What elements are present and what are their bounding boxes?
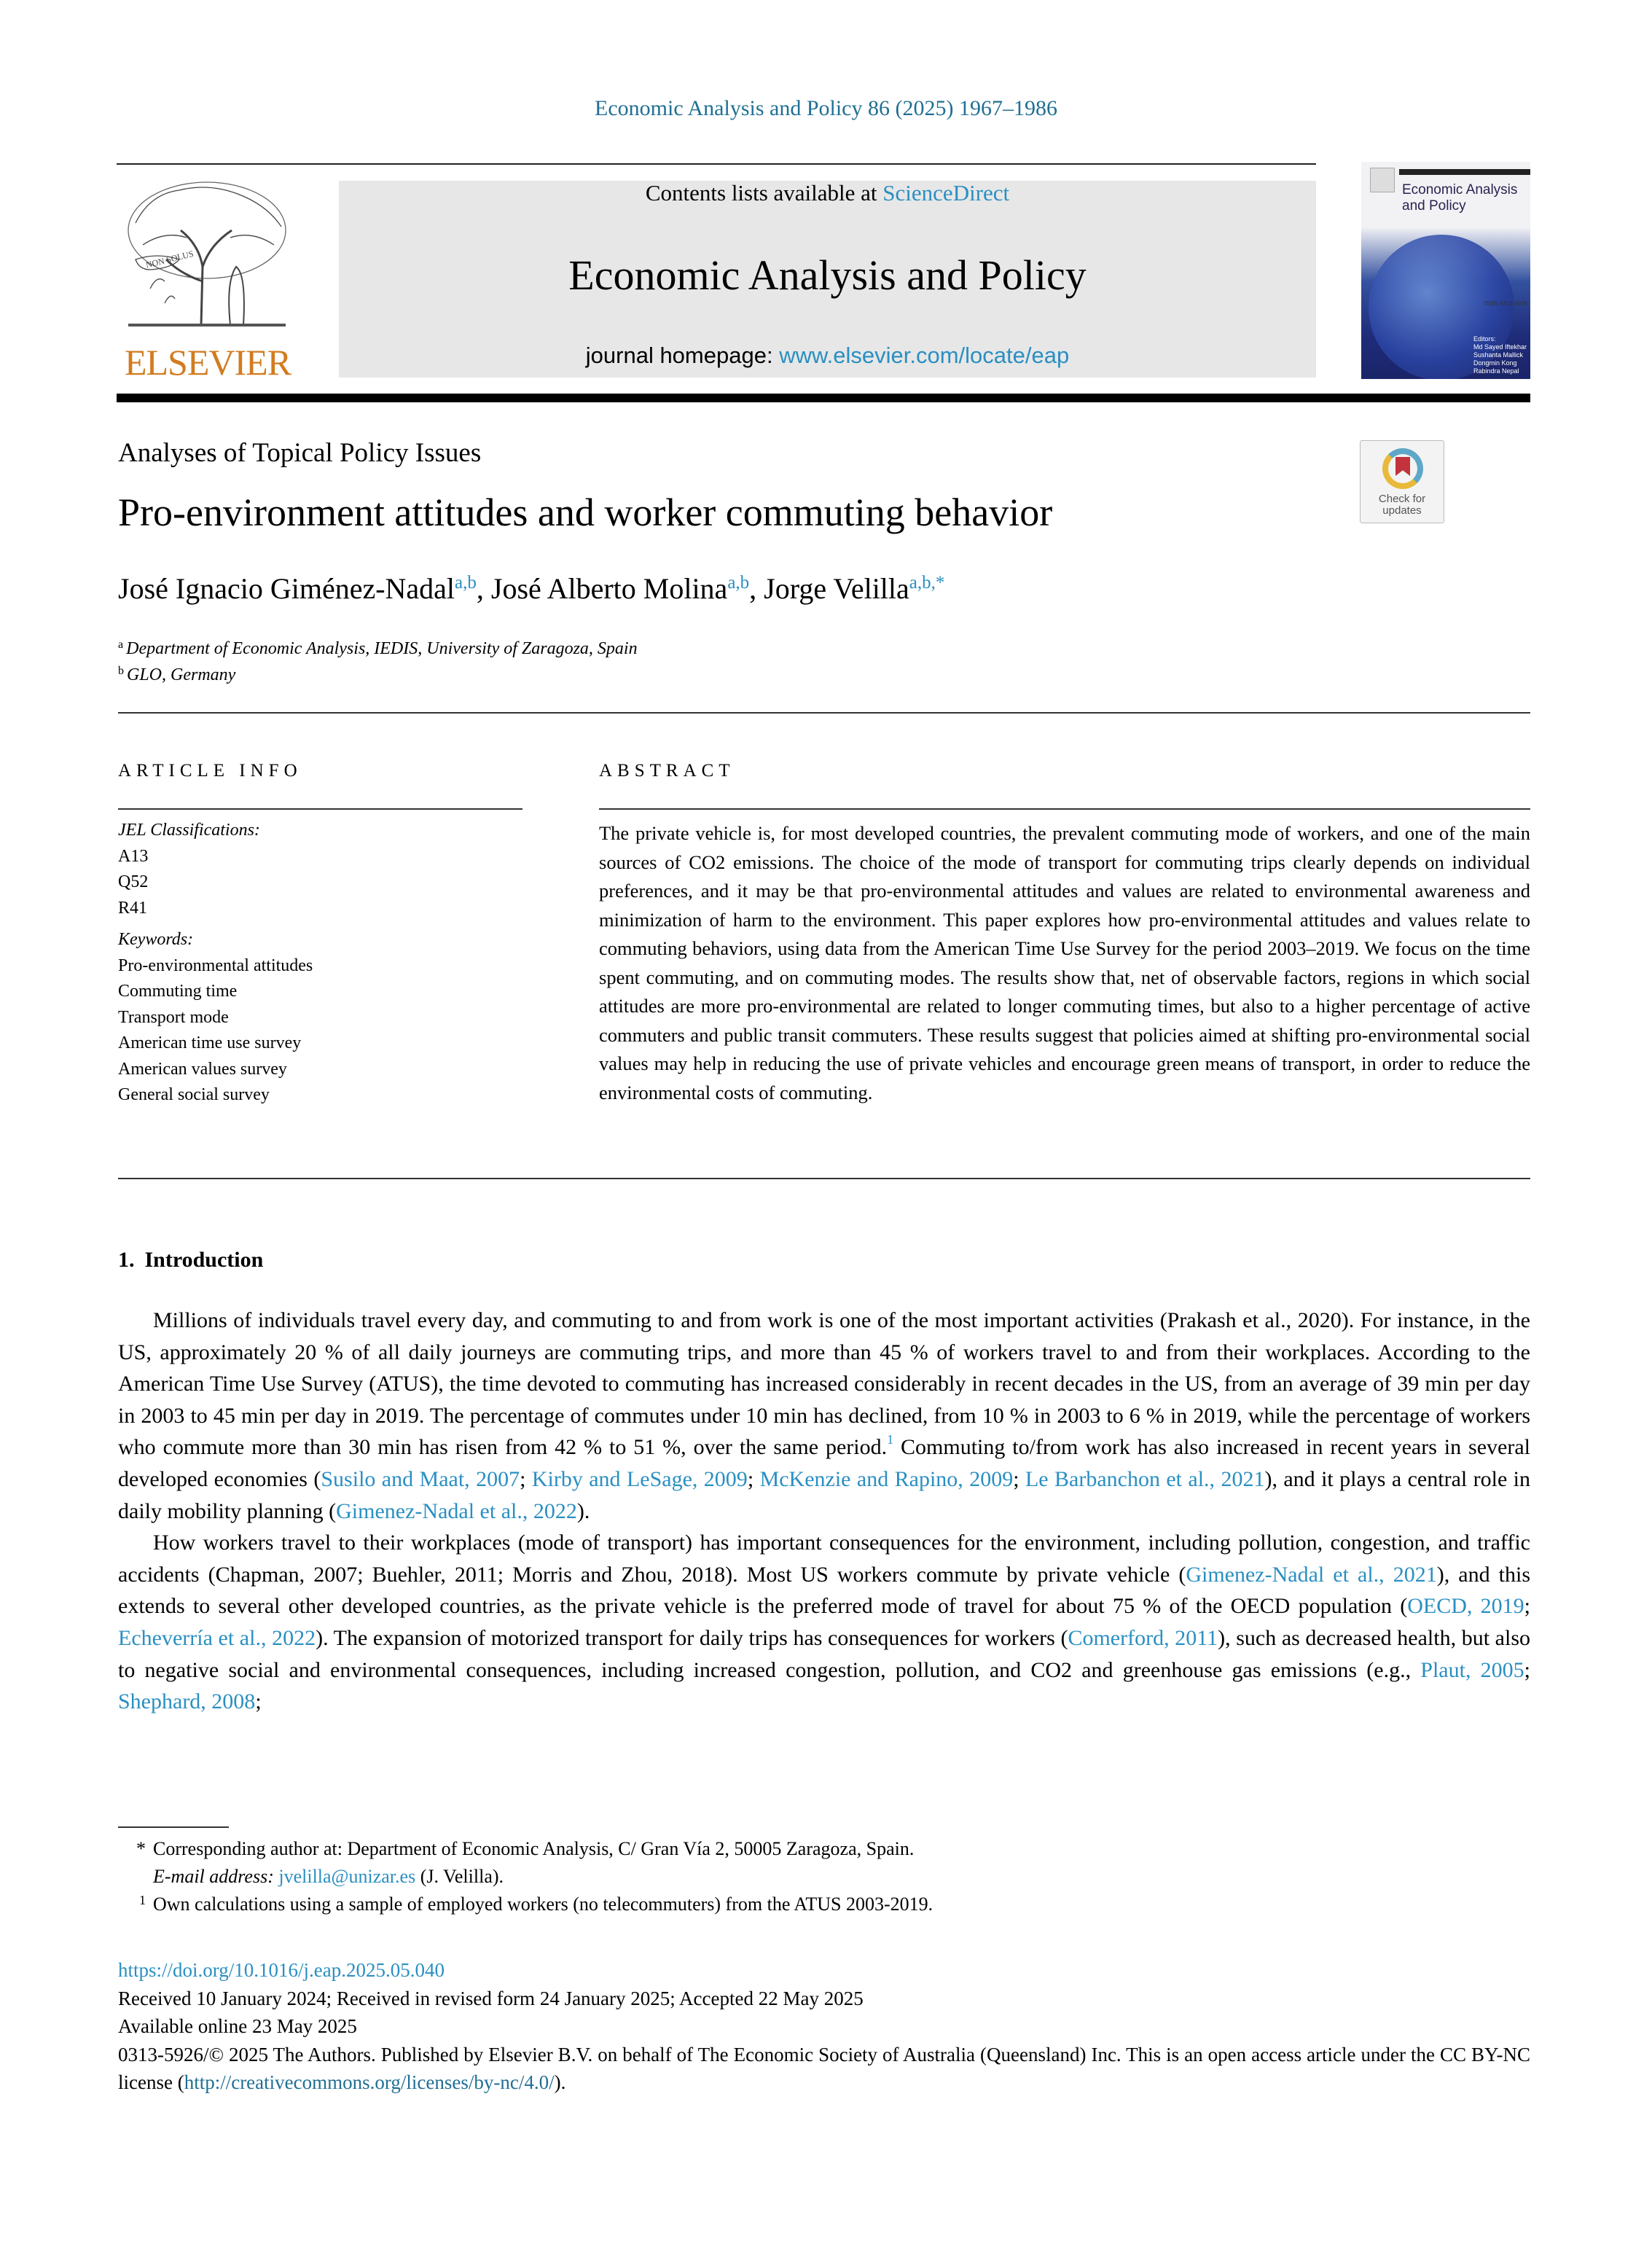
cover-editors: Editors: Md Sayed Iftekhar Sushanta Mallick Dongmin Kong Rabindra Nepal <box>1473 335 1527 375</box>
contents-line <box>339 181 1316 206</box>
divider <box>118 808 522 810</box>
cover-issn: ISSN 0313-5926 <box>1484 300 1527 307</box>
paper-title: Pro-environment attitudes and worker commuting behavior <box>118 491 1053 534</box>
jel-code: R41 <box>118 898 148 918</box>
citation-link[interactable]: Susilo and Maat, 2007 <box>321 1466 520 1491</box>
jel-code: Q52 <box>118 872 149 891</box>
header-thick-divider <box>117 394 1530 402</box>
jel-label: JEL Classifications: <box>118 821 260 840</box>
divider <box>599 808 1530 810</box>
footnote-ref-link[interactable]: 1 <box>887 1432 894 1447</box>
corresponding-author-note: * Corresponding author at: Department of Economic Analysis, C/ Gran Vía 2, 50005 Zaragoza, Spain. <box>136 1838 915 1859</box>
abstract-text: The private vehicle is, for most developed countries, the prevalent commuting mode of workers, and one of the main sources of CO2 emissions. The choice of the mode of transport for commuting trips clearly depends on individual preferences, and it may be that pro-environmental attitudes and values are related to environmental awareness and minimization of harm to the environment. This paper explores how pro-environmental attitudes and values relate to commuting behaviors, using data from the American Time Use Survey for the period 2003–2019. We focus on the time spent commuting, and on commuting modes. The results show that, net of observable factors, regions in which social attitudes are more pro-environmental are related to longer commuting times, but also to a higher percentage of active commuters and public transit commuters. These results suggest that policies aimed at shifting pro-environmental social values may help in reducing the use of private vehicles and encourage green means of transport, in order to reduce the environmental costs of commuting. <box>599 822 1530 1103</box>
citation-link[interactable]: Gimenez-Nadal et al., 2021 <box>1186 1562 1437 1587</box>
paragraph: Millions of individuals travel every day, and commuting to and from work is one of the most important activities (Prakash et al., 2020). For instance, in the US, approximately 20 % of all daily journeys are commuting trips, and more than 45 % of workers travel to and from their workplaces. According to the American Time Use Survey (ATUS), the time devoted to commuting has increased considerably in recent decades in the US, from an average of 39 min per day in 2003 to 45 min per day in 2019. The percentage of commutes under 10 min has declined, from 10 % in 2003 to 6 % in 2019, while the percentage of workers who commute more than 30 min has risen from 42 % to 51 %, over the same period.$^1$ Commuting to/from work has also increased in recent years in several developed economies (Susilo and Maat, 2007; Kirby and LeSage, 2009; McKenzie and Rapino, 2009; Le Barbanchon et al., 2021), and it plays a central role in daily mobility planning (Gimenez-Nadal et al., 2022). <box>118 1308 1531 1523</box>
keyword: General social survey <box>118 1085 270 1104</box>
doi-link[interactable]: https://doi.org/10.1016/j.eap.2025.05.040 <box>118 1959 445 1981</box>
keyword: Transport mode <box>118 1007 229 1027</box>
keyword: Pro-environmental attitudes <box>118 955 313 975</box>
section-heading-introduction: 1. Introduction <box>118 1248 264 1272</box>
keyword: Commuting time <box>118 982 238 1001</box>
footnote-divider <box>118 1826 229 1828</box>
author-name[interactable]: José Ignacio Giménez-Nadal <box>118 572 455 605</box>
citation-link[interactable]: McKenzie and Rapino, 2009 <box>759 1466 1014 1491</box>
affiliation: $^a$ Department of Economic Analysis, IEDIS, University of Zaragoza, Spain <box>118 638 638 658</box>
license-link[interactable]: http://creativecommons.org/licenses/by-nc/4.0/ <box>184 2071 555 2093</box>
author-affiliation-link[interactable]: a,b,* <box>909 573 945 593</box>
svg-text:NON SOLUS: NON SOLUS <box>144 248 195 270</box>
section-type: Analyses of Topical Policy Issues <box>118 438 482 468</box>
email-note: E-mail address: jvelilla@unizar.es (J. Velilla). <box>153 1866 504 1887</box>
author-name[interactable]: José Alberto Molina <box>490 572 728 605</box>
publication-info <box>118 1956 1530 2097</box>
divider <box>118 1178 1530 1179</box>
keyword: American time use survey <box>118 1033 302 1052</box>
check-for-updates-button[interactable] <box>1360 440 1444 523</box>
citation-link[interactable]: Echeverría et al., 2022 <box>118 1625 316 1650</box>
top-divider <box>117 163 1316 165</box>
footnotes <box>118 1835 1530 1918</box>
keywords-label: Keywords: <box>118 930 194 949</box>
cover-title: Economic Analysis and Policy <box>1402 182 1518 214</box>
introduction-body <box>118 1305 1530 1718</box>
elsevier-tree-icon <box>121 179 293 331</box>
paragraph: How workers travel to their workplaces (mode of transport) has important consequences for the environment, including pollution, congestion, and traffic accidents (Chapman, 2007; Buehler, 2011; Morris and Zhou, 2018). Most US workers commute by private vehicle (Gimenez-Nadal et al., 2021), and this extends to several other developed countries, as the private vehicle is the preferred mode of travel for about 75 % of the OECD population (OECD, 2019; Echeverría et al., 2022). The expansion of motorized transport for daily trips has consequences for workers (Comerford, 2011), such as decreased health, but also to negative social and environmental consequences, including increased congestion, pollution, and CO2 and greenhouse gas emissions (e.g., Plaut, 2005; Shephard, 2008; <box>118 1531 1531 1714</box>
footnote-1: $^1$ Own calculations using a sample of employed workers (no telecommuters) from the ATUS 2003-2019. <box>139 1893 933 1915</box>
divider <box>118 712 1530 714</box>
journal-cover-image[interactable] <box>1361 162 1530 379</box>
author-affiliation-link[interactable]: a,b <box>727 573 750 593</box>
homepage-prefix: journal homepage: <box>585 343 780 368</box>
author-name[interactable]: Jorge Velilla <box>764 572 909 605</box>
affiliation: $^b$ GLO, Germany <box>118 665 236 684</box>
abstract-heading: ABSTRACT <box>599 761 735 781</box>
cover-band <box>1399 169 1530 175</box>
journal-citation[interactable]: Economic Analysis and Policy 86 (2025) 1967–1986 <box>595 96 1057 120</box>
affiliations <box>118 636 638 688</box>
homepage-line <box>339 343 1316 369</box>
email-link[interactable]: jvelilla@unizar.es <box>278 1866 416 1887</box>
sciencedirect-link[interactable]: ScienceDirect <box>882 180 1010 206</box>
copyright-notice: 0313-5926/© 2025 The Authors. Published by Elsevier B.V. on behalf of The Economic Society of Australia (Queensland) Inc. This is an open access article under the CC BY-NC license (http://creativecommons.org/licenses/by-nc/4.0/). <box>118 2043 1530 2093</box>
author-affiliation-link[interactable]: a,b <box>455 573 477 593</box>
journal-homepage-link[interactable]: www.elsevier.com/locate/eap <box>779 343 1070 368</box>
check-for-updates-label: Check for updates <box>1378 493 1426 517</box>
jel-code: A13 <box>118 846 149 866</box>
keyword: American values survey <box>118 1059 287 1079</box>
contents-prefix: Contents lists available at <box>645 180 883 206</box>
elsevier-wordmark: ELSEVIER <box>124 342 291 383</box>
citation-link[interactable]: Le Barbanchon et al., 2021 <box>1025 1466 1265 1491</box>
citation-link[interactable]: OECD, 2019 <box>1407 1594 1524 1619</box>
received-dates: Received 10 January 2024; Received in revised form 24 January 2025; Accepted 22 May 2025 <box>118 1987 864 2009</box>
citation-link[interactable]: Shephard, 2008 <box>118 1689 256 1714</box>
citation-link[interactable]: Gimenez-Nadal et al., 2022 <box>336 1498 577 1523</box>
citation-link[interactable]: Plaut, 2005 <box>1420 1657 1524 1682</box>
citation-link[interactable]: Comerford, 2011 <box>1068 1625 1218 1650</box>
journal-name: Economic Analysis and Policy <box>568 251 1087 299</box>
cover-elsevier-logo-icon <box>1370 168 1395 192</box>
elsevier-logo[interactable] <box>117 179 299 382</box>
author-list: José Ignacio Giménez-Nadal$^{a,b}$, José Alberto Molina$^{a,b}$, Jorge Velilla$^{a,b,*}$ <box>118 572 945 605</box>
journal-header-box <box>339 181 1316 378</box>
article-info-panel <box>118 818 522 1109</box>
citation-link[interactable]: Kirby and LeSage, 2009 <box>531 1466 748 1491</box>
available-online: Available online 23 May 2025 <box>118 2015 357 2037</box>
article-info-heading: ARTICLE INFO <box>118 761 302 781</box>
